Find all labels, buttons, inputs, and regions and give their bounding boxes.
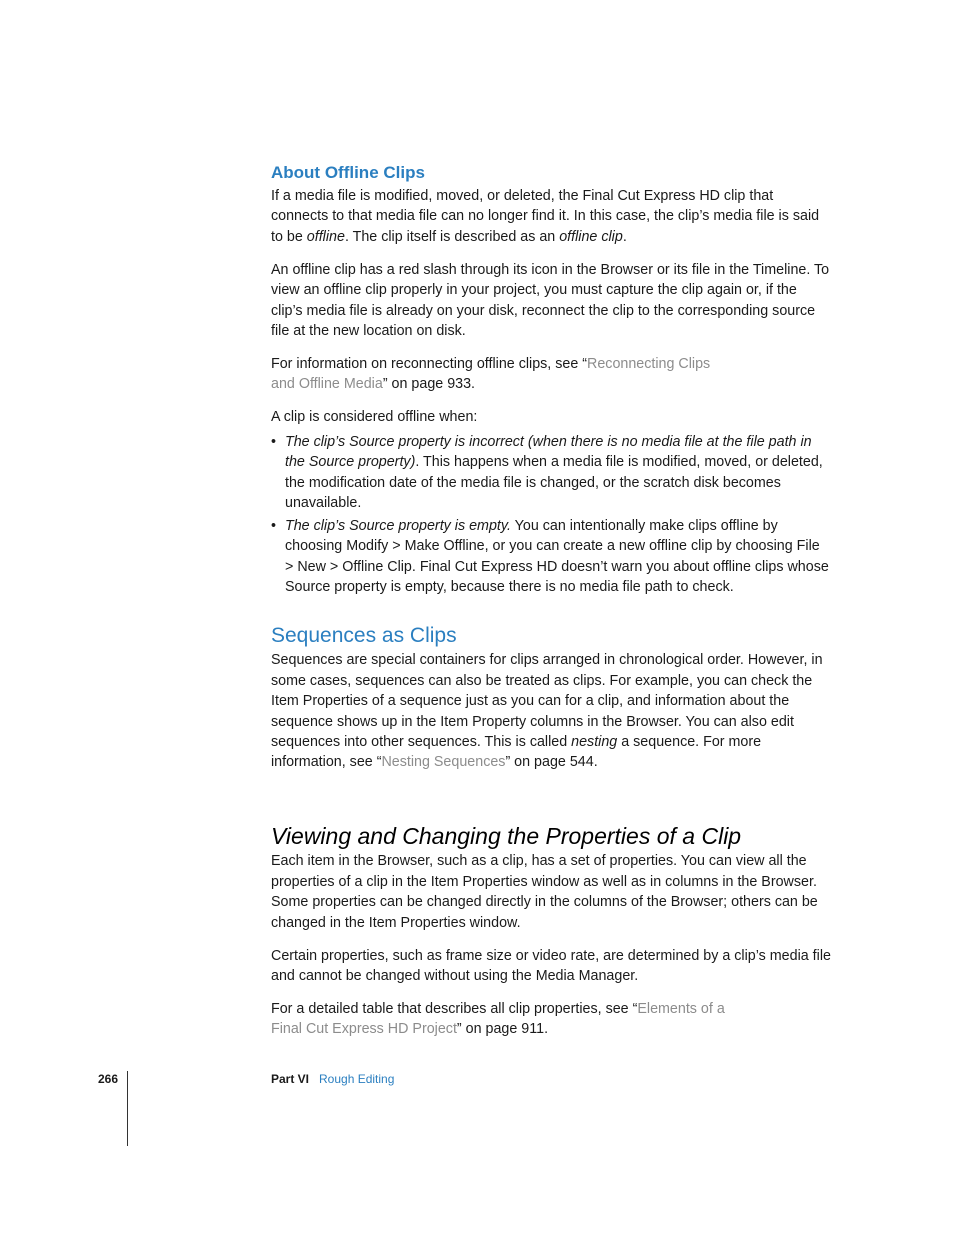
- list-item: [271, 432, 831, 514]
- chapter-link[interactable]: Rough Editing: [319, 1072, 395, 1086]
- text: ” on page 933.: [382, 376, 476, 393]
- text: If a media file is modified, moved, or deleted, the Final Cut Express HD clip that connects to that media file can no longer find it. In this case, the clip’s media file is said to be: [271, 188, 820, 245]
- emphasis: nesting: [571, 733, 618, 750]
- link-elements-of-project[interactable]: Elements of a: [637, 1000, 725, 1017]
- emphasis: offline clip: [559, 228, 623, 245]
- bullet-icon: •: [271, 433, 277, 450]
- page-number: 266: [98, 1072, 119, 1086]
- paragraph: [271, 354, 831, 395]
- link-reconnecting-clips[interactable]: Reconnecting Clips: [587, 356, 711, 373]
- text: . This happens when a media file is modified, moved, or deleted, the modification date of the media file is changed, or the scratch disk becomes unavailable.: [285, 454, 823, 512]
- paragraph: A clip is considered offline when:: [271, 409, 478, 426]
- text: You can intentionally make clips offline by choosing Modify > Make Offline, or you can create a new offline clip by choosing File > New > Offline Clip. Final Cut Express HD doesn’t warn you about offline clips whose Source property is empty, because there is no media file path to check.: [285, 518, 829, 596]
- link-nesting-sequences[interactable]: Nesting Sequences: [381, 754, 506, 771]
- paragraph: Certain properties, such as frame size or video rate, are determined by a clip’s media file and cannot be changed without using the Media Manager.: [271, 947, 831, 984]
- paragraph: [271, 999, 831, 1040]
- text: . The clip itself is described as an: [344, 228, 560, 245]
- paragraph: An offline clip has a red slash through its icon in the Browser or its file in the Timeline. To view an offline clip properly in your project, you must capture the clip again or, if the clip’s media file is already on your disk, reconnect the clip to the corresponding source file at the new location on disk.: [271, 261, 830, 340]
- emphasis: offline: [306, 228, 345, 245]
- text: For information on reconnecting offline clips, see “: [271, 356, 588, 373]
- link-reconnecting-clips-cont[interactable]: and Offline Media: [271, 376, 383, 393]
- heading-sequences-as-clips: Sequences as Clips: [271, 624, 457, 648]
- footer-part: [271, 1072, 394, 1086]
- link-elements-of-project-cont[interactable]: Final Cut Express HD Project: [271, 1021, 457, 1038]
- footer-divider: [127, 1071, 128, 1146]
- text: Sequences are special containers for clips arranged in chronological order. However, in some cases, sequences can also be treated as clips. For example, you can check the Item Properties of a sequence just as you can for a clip, and information about the sequence shows up in the Item Property columns in the Browser. You can also edit sequences into other sequences. This is called: [271, 652, 823, 750]
- paragraph: [271, 650, 831, 772]
- paragraph: Each item in the Browser, such as a clip, has a set of properties. You can view all the properties of a clip in the Item Properties window as well as in columns in the Browser. Some properties can be changed directly in the columns of the Browser; others can be changed in the Item Properties window.: [271, 853, 818, 931]
- text: a sequence. For more information, see “: [271, 733, 762, 771]
- heading-about-offline-clips: About Offline Clips: [271, 163, 425, 182]
- text: ” on page 544.: [505, 754, 598, 771]
- bullet-icon: •: [271, 518, 277, 535]
- heading-viewing-changing-properties: Viewing and Changing the Properties of a Clip: [271, 823, 742, 850]
- paragraph: [271, 186, 831, 247]
- bullet-list: [271, 432, 831, 598]
- text: .: [622, 228, 627, 245]
- emphasis: The clip’s Source property is empty.: [285, 518, 511, 535]
- emphasis: The clip’s Source property is incorrect (when there is no media file at the file path in the Source property): [285, 433, 812, 471]
- text: For a detailed table that describes all clip properties, see “: [271, 1000, 638, 1017]
- part-label: Part VI: [271, 1072, 310, 1086]
- list-item: [271, 516, 831, 598]
- page-body: [271, 160, 831, 1052]
- text: ” on page 911.: [456, 1021, 549, 1038]
